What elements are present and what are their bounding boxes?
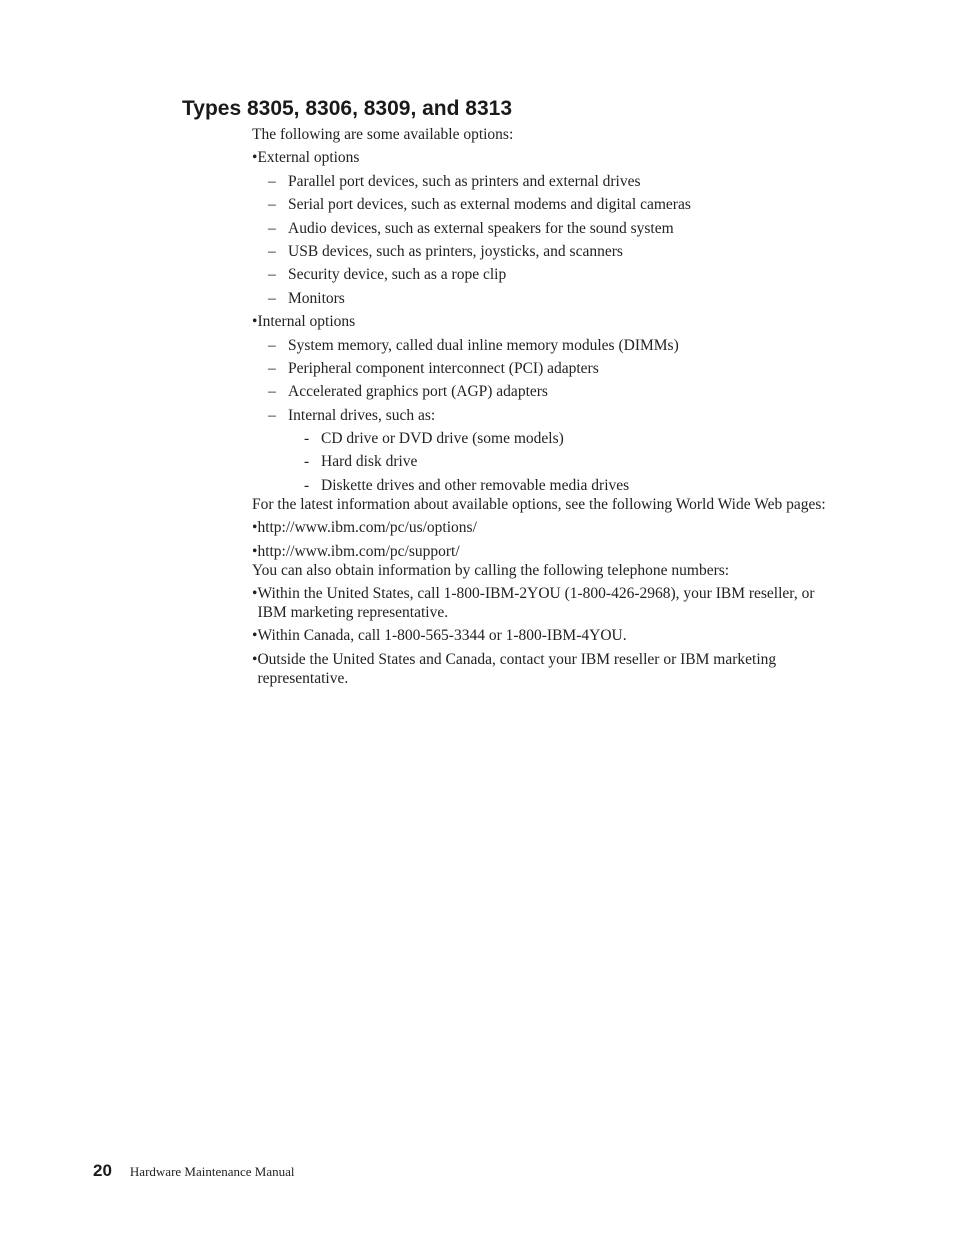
web-links-list [252,518,832,560]
list-item [252,626,832,645]
bullet-marker: • [252,627,258,645]
dash-marker: – [268,289,276,307]
options-group-internal [252,312,832,495]
list-item-text: Within Canada, call 1-800-565-3344 or 1-800-IBM-4YOU. [257,627,627,645]
options-list [252,148,832,494]
section-body [252,125,832,688]
list-item [268,265,832,284]
options-intro: The following are some available options: [252,126,514,143]
dash-marker: – [268,336,276,354]
list-item-text: Outside the United States and Canada, contact your IBM reseller or IBM marketing representative. [257,650,777,687]
dash-marker: – [268,219,276,237]
dash-marker: – [268,359,276,377]
list-item-text: Peripheral component interconnect (PCI) adapters [288,359,599,377]
dash-marker: – [268,242,276,260]
list-item-text: System memory, called dual inline memory modules (DIMMs) [288,336,679,354]
list-item [304,429,832,448]
list-item-text: CD drive or DVD drive (some models) [321,430,564,448]
list-item [304,476,832,495]
web-link[interactable]: http://www.ibm.com/pc/us/options/ [257,519,477,537]
list-item [268,289,832,308]
web-pages-intro: For the latest information about available options, see the following World Wide Web pages: [252,495,826,513]
page-number: 20 [93,1161,112,1180]
list-item-text: Hard disk drive [321,453,418,471]
list-item [268,219,832,238]
hyphen-marker: - [304,430,310,448]
dash-marker: – [268,383,276,401]
bullet-marker: • [252,542,258,560]
list-item-text: Parallel port devices, such as printers and external drives [288,172,641,190]
web-link-item [252,542,832,561]
list-item-text: USB devices, such as printers, joysticks, and scanners [288,242,623,260]
list-item [268,242,832,261]
manual-title: Hardware Maintenance Manual [129,1164,295,1179]
list-item-text: Audio devices, such as external speakers for the sound system [288,219,674,237]
list-item [268,359,832,378]
bullet-marker: • [252,149,258,167]
hyphen-marker: - [304,453,310,471]
list-item [268,406,832,495]
list-item [268,336,832,355]
options-group-label: External options [257,149,360,167]
bullet-marker: • [252,585,258,603]
phone-list [252,584,832,688]
list-item [252,650,832,688]
bullet-marker: • [252,519,258,537]
list-item-text: Monitors [288,289,345,307]
list-item [268,195,832,214]
dash-marker: – [268,266,276,284]
options-group-label: Internal options [257,313,356,331]
bullet-marker: • [252,650,258,668]
list-item-text: Within the United States, call 1-800-IBM-2YOU (1-800-426-2968), your IBM reseller, or IBM marketing representative. [257,585,815,622]
internal-drives-list [304,429,832,495]
list-item [252,584,832,622]
phone-intro: You can also obtain information by calling the following telephone numbers: [252,561,730,579]
external-options-list [268,172,832,308]
dash-marker: – [268,196,276,214]
internal-options-list [268,336,832,495]
dash-marker: – [268,172,276,190]
list-item-text: Security device, such as a rope clip [288,266,507,284]
bullet-marker: • [252,313,258,331]
list-item-text: Serial port devices, such as external modems and digital cameras [288,196,691,214]
page-footer [93,1161,295,1181]
list-item-text: Internal drives, such as: [288,406,436,424]
list-item-text: Diskette drives and other removable media drives [321,476,630,494]
web-link[interactable]: http://www.ibm.com/pc/support/ [257,542,460,560]
list-item-text: Accelerated graphics port (AGP) adapters [288,383,548,401]
options-group-external [252,148,832,307]
list-item [268,172,832,191]
list-item [304,452,832,471]
section-heading: Types 8305, 8306, 8309, and 8313 [182,97,513,120]
web-link-item [252,518,832,537]
list-item [268,382,832,401]
dash-marker: – [268,406,276,424]
hyphen-marker: - [304,476,310,494]
